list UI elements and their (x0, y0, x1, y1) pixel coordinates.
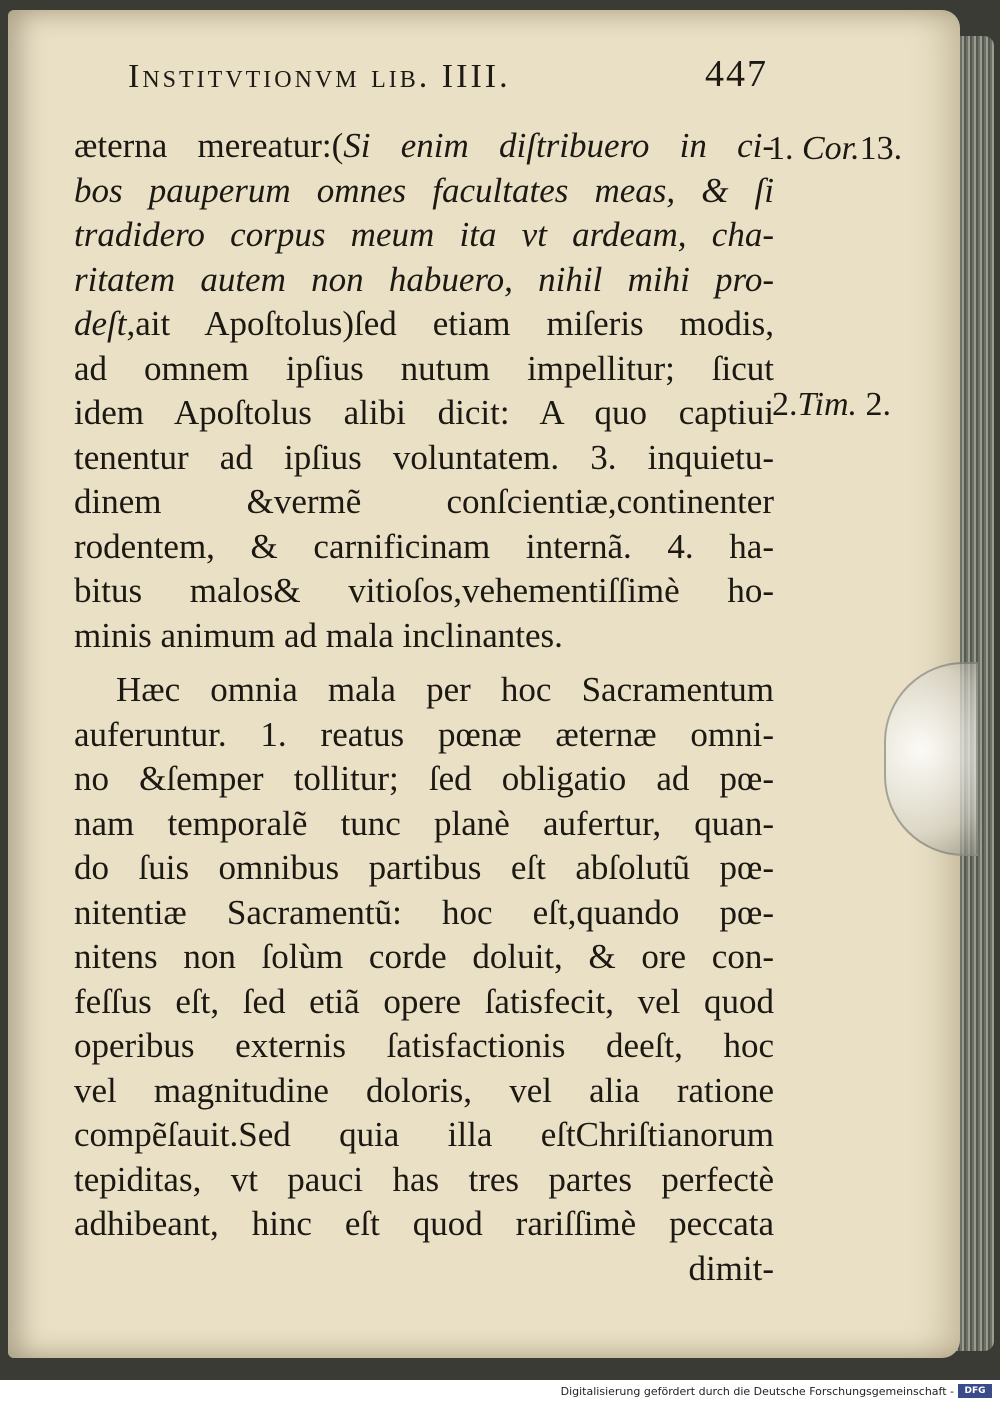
margin-note-tim: 2.Tim. 2. (772, 386, 892, 423)
dfg-logo: DFG (958, 1384, 992, 1398)
text-line: æterna mereatur:(Si enim diſtribuero in ci- (74, 126, 774, 165)
page-number: 447 (705, 53, 768, 95)
text-line: auferuntur. 1. reatus pœnæ æternæ omni- (74, 714, 774, 754)
text-line: dinem &vermẽ conſcientiæ,continenter (74, 482, 774, 521)
catchword: dimit- (688, 1248, 774, 1288)
text-line: nitentiæ Sacramentũ: hoc eſt,quando pœ- (74, 892, 774, 932)
text-line: ritatem autem non habuero, nihil mihi pro- (74, 259, 774, 299)
text-line: no &ſemper tollitur; ſed obligatio ad pœ- (74, 759, 774, 798)
text-line: vel magnitudine doloris, vel alia ratione (74, 1070, 774, 1110)
text-line: bitus malos& vitioſos,vehementiſſimè ho- (74, 571, 774, 610)
text-line: compẽſauit.Sed quia illa eſtChriſtianorum (74, 1115, 774, 1154)
text-line: tepiditas, vt pauci has tres partes perfectè (74, 1159, 774, 1199)
text-line: adhibeant, hinc eſt quod rariſſimè peccata (74, 1204, 774, 1243)
text-line: tradidero corpus meum ita vt ardeam, cha- (74, 215, 774, 254)
text-line: feſſus eſt, ſed etiã opere ſatisfecit, vel quod (74, 981, 774, 1021)
text-line: tenentur ad ipſius voluntatem. 3. inquietu- (74, 437, 774, 477)
margin-note-cor: 1. Cor.13. (768, 130, 903, 167)
text-line: ad omnem ipſius nutum impellitur; ſicut (74, 348, 774, 388)
text-line: bos pauperum omnes facultates meas, & ſi (74, 170, 774, 210)
text-line: idem Apoſtolus alibi dicit: A quo captiui (74, 393, 774, 432)
page-header (128, 52, 768, 102)
text-line: Hæc omnia mala per hoc Sacramentum (116, 670, 774, 709)
text-line: nam temporalẽ tunc planè aufertur, quan- (74, 803, 774, 843)
footer-bar (0, 1380, 1000, 1402)
text-line: nitens non ſolùm corde doluit, & ore con- (74, 937, 774, 976)
text-line: do ſuis omnibus partibus eſt abſolutũ pœ- (74, 848, 774, 887)
text-line: operibus externis ſatisfactionis deeſt, hoc (74, 1026, 774, 1065)
dfg-credit: Digitalisierung gefördert durch die Deutsche Forschungsgemeinschaft - (560, 1385, 954, 1398)
text-line: deſt,ait Apoſtolus)ſed etiam miſeris modis, (74, 304, 774, 343)
text-line: rodentem, & carnificinam internã. 4. ha- (74, 526, 774, 566)
body-text (74, 124, 774, 1291)
running-head: Institvtionvm lib. IIII. (128, 58, 511, 95)
text-line: minis animum ad mala inclinantes. (74, 615, 563, 655)
